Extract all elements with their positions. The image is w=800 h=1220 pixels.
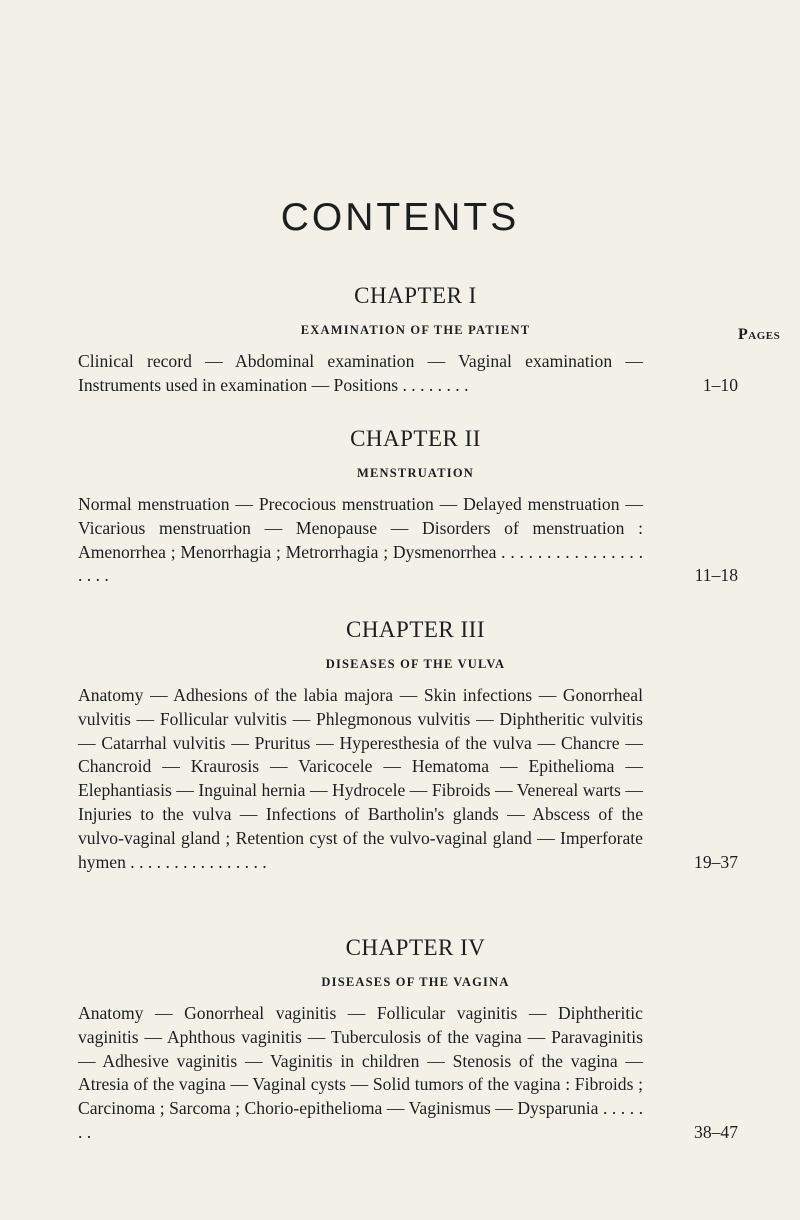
chapter-pages: 38–47 [694,1121,738,1142]
chapter-subtitle: DISEASES OF THE VAGINA [321,975,510,989]
chapter-entry [78,493,738,588]
chapter-pages: 19–37 [694,851,738,872]
chapter-entry [78,1002,738,1145]
chapter-topics: Anatomy — Adhesions of the labia majora — Skin infections — Gonorrheal vulvitis — Follicular vulvitis — Phlegmonous vulvitis — Diphtheritic vulvitis — Catarrhal vulvitis — Pruritus — Hyperesthesia of the vulva — Chancre — Chancroid — Kraurosis — Varicocele — Hematoma — Epithelioma — Elephantiasis — Inguinal hernia — Hydrocele — Fibroids — Venereal warts — Injuries to the vulva — Infections of Bartholin's glands — Abscess of the vulvo-vaginal gland ; Retention cyst of the vulvo-vaginal gland — Imperforate hymen . . . . . . . . . . . . . . . . [78,685,643,872]
chapter-1 [78,283,738,398]
page-title: CONTENTS [280,196,520,239]
chapter-entry [78,350,738,398]
chapter-title: CHAPTER I [354,283,477,308]
chapter-subtitle: DISEASES OF THE VULVA [325,657,506,671]
chapter-subtitle: MENSTRUATION [357,466,474,480]
chapter-pages: 11–18 [694,565,738,586]
chapter-topics: Anatomy — Gonorrheal vaginitis — Follicular vaginitis — Diphtheritic vaginitis — Aphthous vaginitis — Tuberculosis of the vagina — Paravaginitis — Adhesive vaginitis — Vaginitis in children — Stenosis of the vagina — Atresia of the vagina — Vaginal cysts — Solid tumors of the vagina : Fibroids ; Carcinoma ; Sarcoma ; Chorio-epithelioma — Vaginismus — Dysparunia . . . . . . . [78,1003,643,1142]
chapter-title: CHAPTER IV [345,935,486,960]
chapter-4 [78,935,738,1145]
chapter-topics: Clinical record — Abdominal examination — Vaginal examination — Instruments used in examination — Positions . . . . . . . . [78,351,643,395]
chapter-2 [78,426,738,588]
chapter-3 [78,617,738,874]
chapter-pages: 1–10 [702,374,738,395]
chapter-topics: Normal menstruation — Precocious menstruation — Delayed menstruation — Vicarious menstruation — Menopause — Disorders of menstruation : Amenorrhea ; Menorrhagia ; Metrorrhagia ; Dysmenorrhea . . . . . . . . . . . . . . . . . . . . [78,494,643,586]
chapter-title: CHAPTER III [345,617,486,642]
pages-column-header: Pages [738,326,781,343]
chapter-title: CHAPTER II [350,426,481,451]
chapter-entry [78,684,738,874]
chapter-subtitle: EXAMINATION OF THE PATIENT [300,323,531,337]
